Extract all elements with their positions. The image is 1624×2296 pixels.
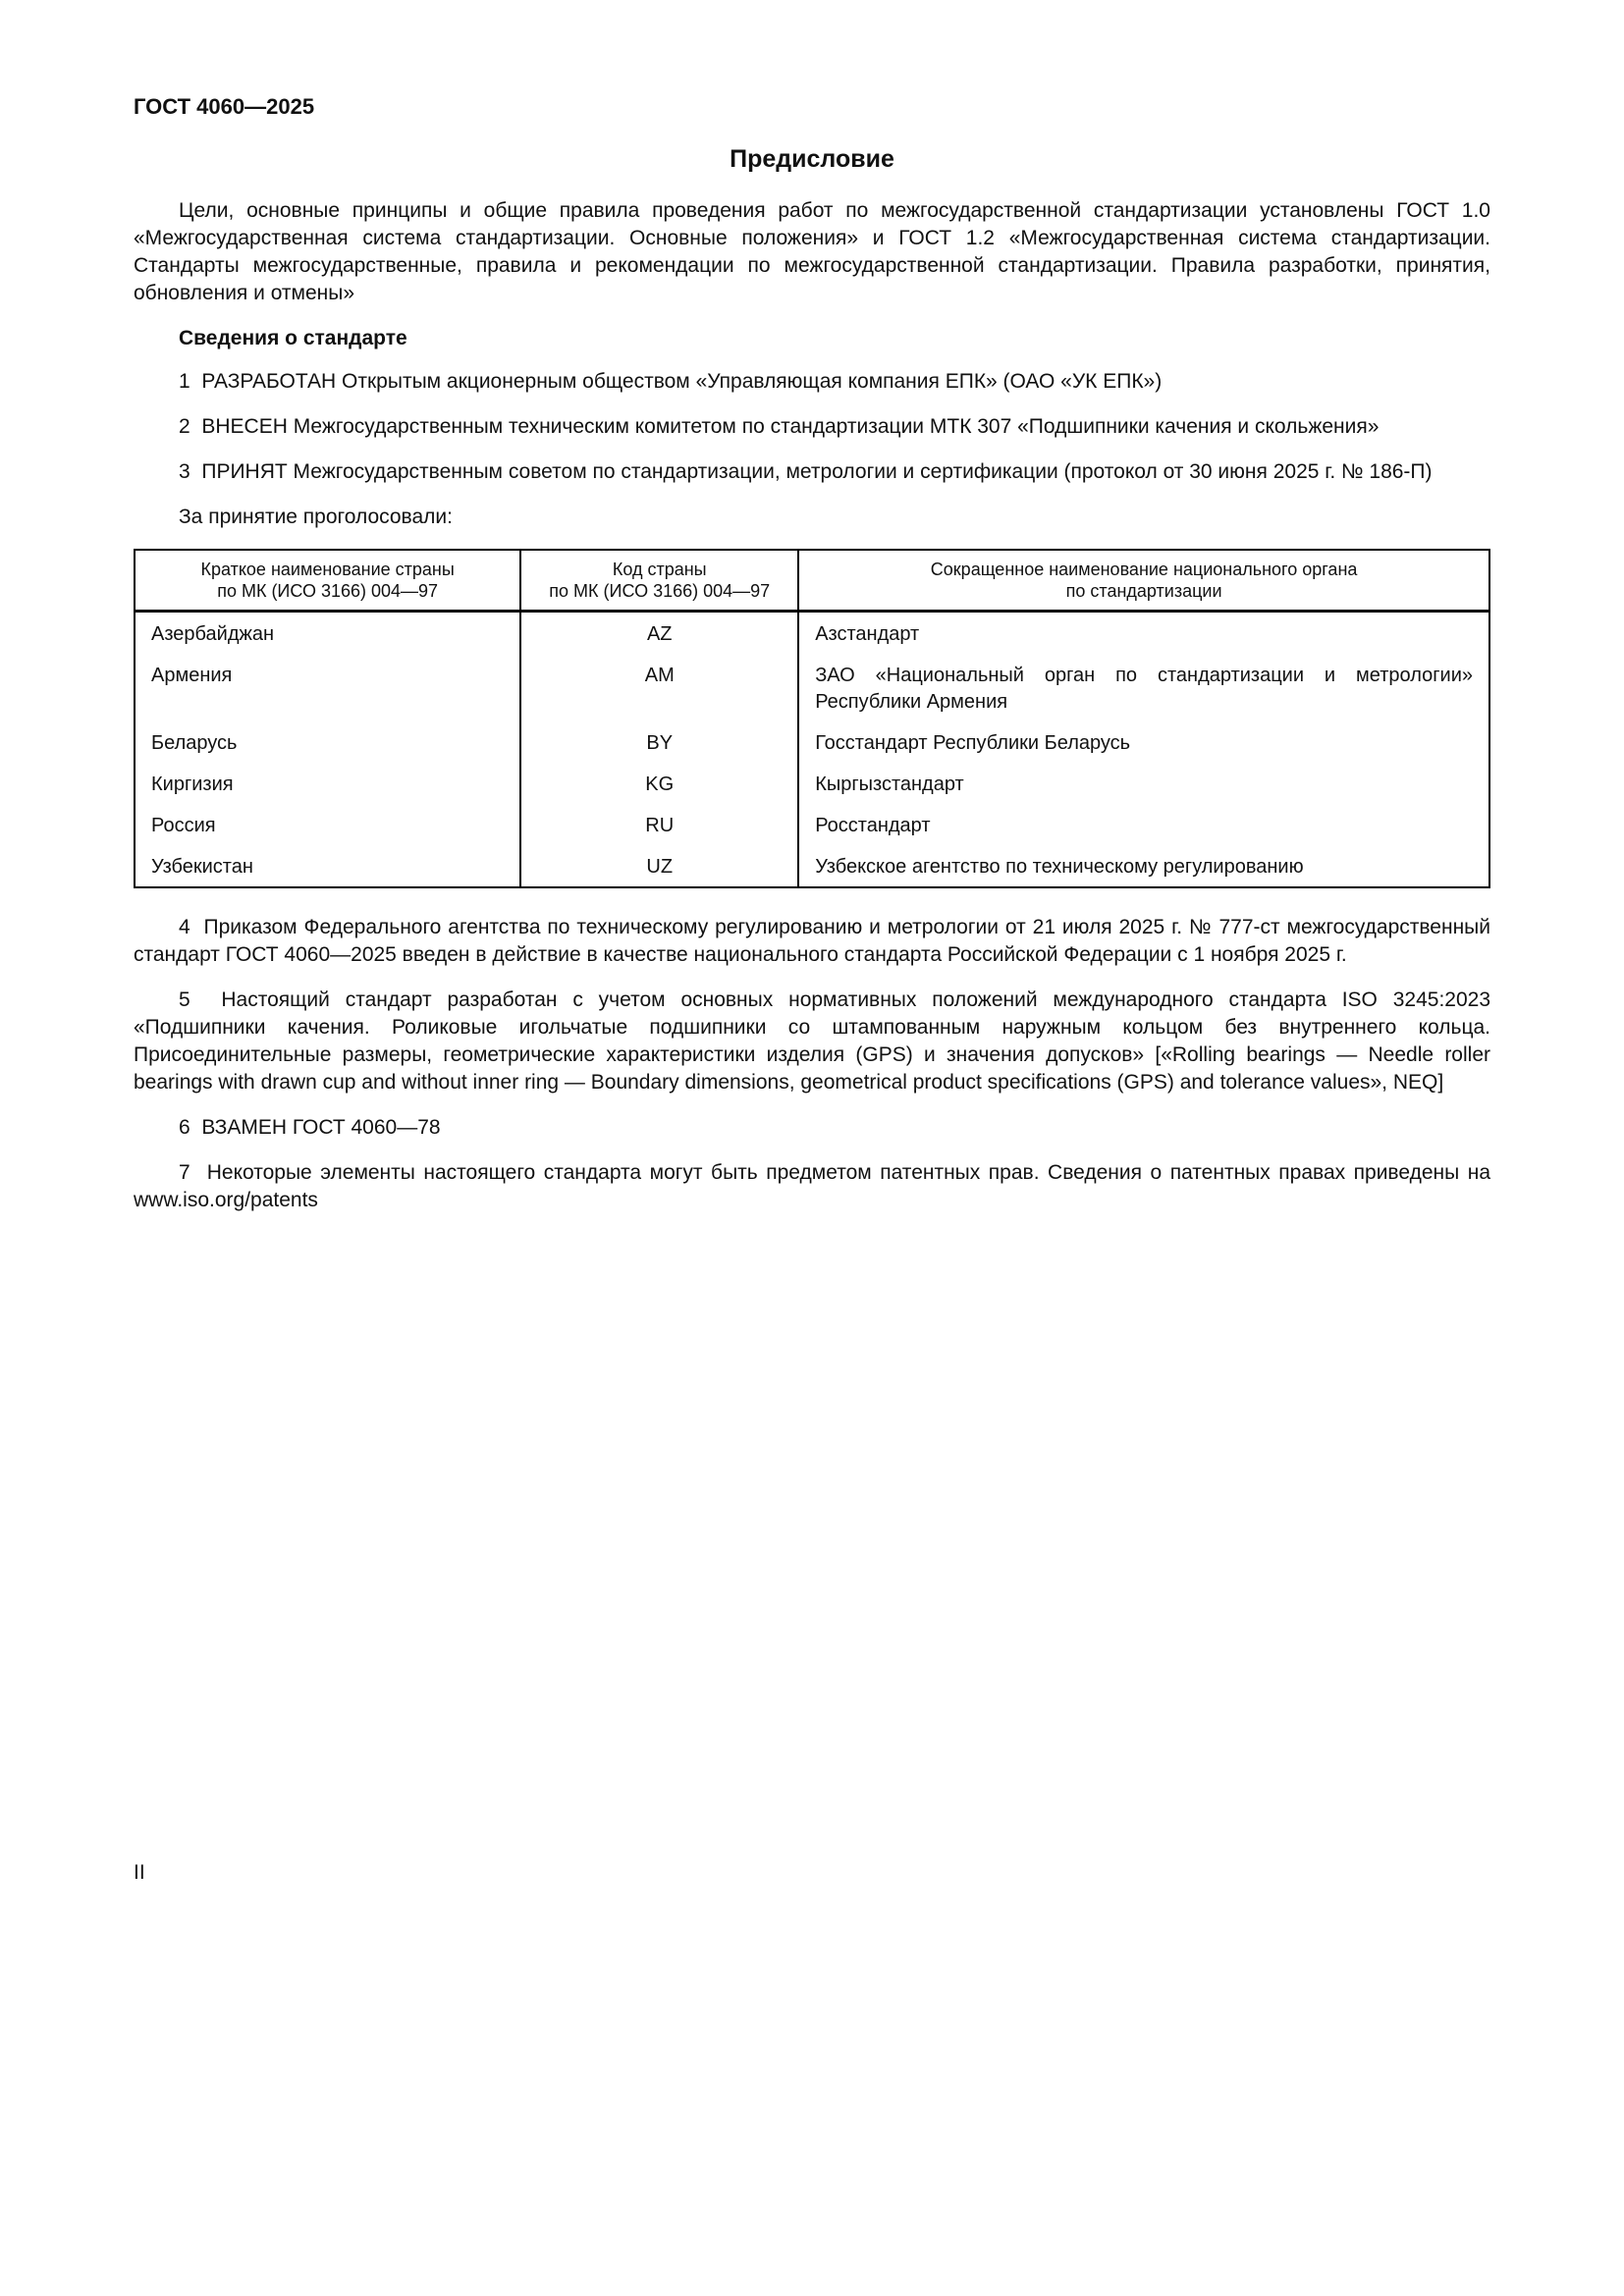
cell-org: Росстандарт <box>798 804 1489 845</box>
clause-4-enacted: 4 Приказом Федерального агентства по техническому регулированию и метрологии от 21 июля 2025 г. № 777-ст межгосударственный стандарт ГОСТ 4060—2025 введен в действие в качестве национального стандарта Российской Федерации с 1 ноября 2025 г. <box>134 916 1490 966</box>
table-row <box>135 763 1489 804</box>
cell-code: AM <box>520 654 798 721</box>
table-header-code <box>520 550 798 612</box>
voting-lead: За принятие проголосовали: <box>179 506 453 528</box>
table-row <box>135 721 1489 763</box>
voting-table <box>134 549 1490 888</box>
cell-code: AZ <box>520 612 798 655</box>
cell-country: Узбекистан <box>135 845 520 887</box>
clause-5-iso-basis: 5 Настоящий стандарт разработан с учетом основных нормативных положений международного стандарта ISO 3245:2023 «Подшипники качения. Роликовые игольчатые подшипники со штампованным наружным кольцом без внутреннего кольца. Присоединительные размеры, геометрические характеристики изделия (GPS) и значения допусков» [«Rolling bearings — Needle roller bearings with drawn cup and without inner ring — Boundary dimensions, geometrical product specifications (GPS) and tolerance values», NEQ] <box>134 988 1490 1094</box>
cell-country: Беларусь <box>135 721 520 763</box>
table-header-code-line2: по МК (ИСО 3166) 004—97 <box>549 581 771 601</box>
cell-org: Кыргызстандарт <box>798 763 1489 804</box>
clause-6-replaces: 6 ВЗАМЕН ГОСТ 4060—78 <box>179 1116 441 1139</box>
table-header-row <box>135 550 1489 612</box>
clause-1-developed: 1 РАЗРАБОТАН Открытым акционерным обществом «Управляющая компания ЕПК» (ОАО «УК ЕПК») <box>179 370 1163 393</box>
table-row <box>135 845 1489 887</box>
page-title: Предисловие <box>730 145 894 173</box>
cell-code: UZ <box>520 845 798 887</box>
doc-code: ГОСТ 4060—2025 <box>134 94 315 119</box>
standard-info-heading: Сведения о стандарте <box>179 327 407 349</box>
cell-country: Армения <box>135 654 520 721</box>
table-row <box>135 612 1489 655</box>
table-row <box>135 654 1489 721</box>
cell-country: Россия <box>135 804 520 845</box>
cell-country: Киргизия <box>135 763 520 804</box>
page-number: II <box>134 1861 145 1884</box>
clause-2-submitted: 2 ВНЕСЕН Межгосударственным техническим комитетом по стандартизации МТК 307 «Подшипники качения и скольжения» <box>179 415 1380 438</box>
clause-3-adopted: 3 ПРИНЯТ Межгосударственным советом по стандартизации, метрологии и сертификации (протокол от 30 июня 2025 г. № 186-П) <box>179 460 1433 483</box>
table-header-country-line1: Краткое наименование страны <box>200 560 455 579</box>
cell-country: Азербайджан <box>135 612 520 655</box>
cell-org: ЗАО «Национальный орган по стандартизации и метрологии» Республики Армения <box>798 654 1489 721</box>
table-header-org <box>798 550 1489 612</box>
cell-org: Азстандарт <box>798 612 1489 655</box>
cell-code: KG <box>520 763 798 804</box>
table-row <box>135 804 1489 845</box>
table-header-code-line1: Код страны <box>612 560 707 579</box>
cell-org: Узбекское агентство по техническому регулированию <box>798 845 1489 887</box>
intro-paragraph: Цели, основные принципы и общие правила проведения работ по межгосударственной стандартизации установлены ГОСТ 1.0 «Межгосударственная система стандартизации. Основные положения» и ГОСТ 1.2 «Межгосударственная система стандартизации. Стандарты межгосударственные, правила и рекомендации по межгосударственной стандартизации. Правила разработки, принятия, обновления и отмены» <box>134 199 1490 304</box>
table-header-org-line1: Сокращенное наименование национального органа <box>930 560 1358 579</box>
table-header-country <box>135 550 520 612</box>
table-header-org-line2: по стандартизации <box>1065 581 1222 601</box>
clause-7-patents: 7 Некоторые элементы настоящего стандарта могут быть предметом патентных прав. Сведения о патентных правах приведены на www.iso.org/patents <box>134 1161 1490 1211</box>
cell-code: RU <box>520 804 798 845</box>
cell-org: Госстандарт Республики Беларусь <box>798 721 1489 763</box>
cell-code: BY <box>520 721 798 763</box>
table-header-country-line2: по МК (ИСО 3166) 004—97 <box>217 581 439 601</box>
